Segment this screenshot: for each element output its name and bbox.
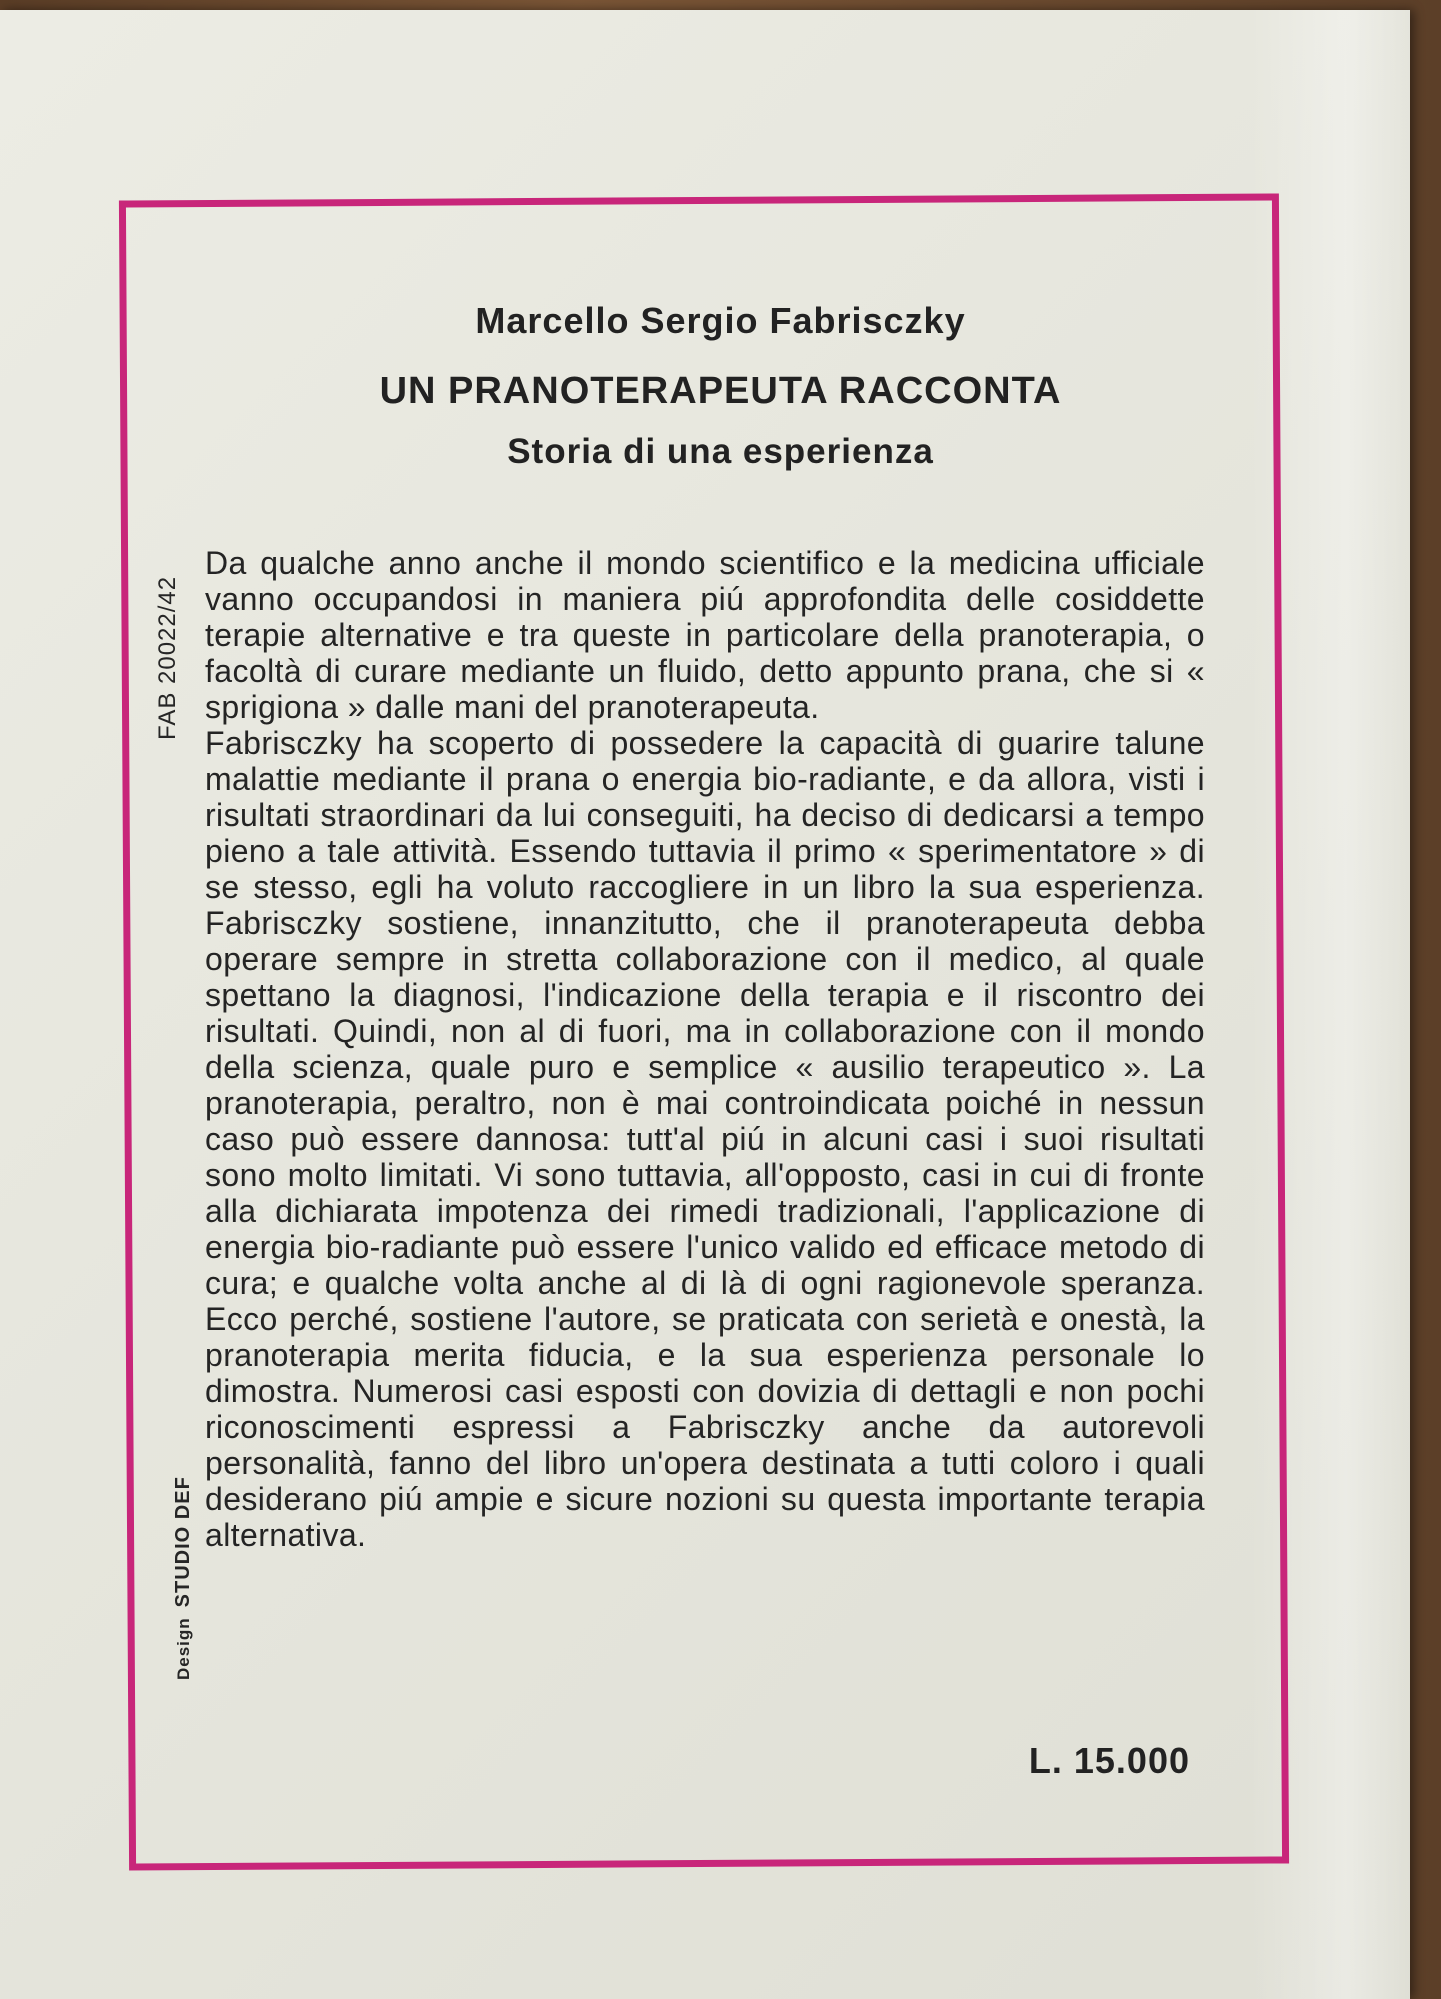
book-title: UN PRANOTERAPEUTA RACCONTA [379, 370, 1062, 412]
design-label: Design [174, 1617, 193, 1680]
design-credit [172, 1476, 195, 1680]
price-label: L. 15.000 [1028, 1740, 1190, 1781]
author-name: Marcello Sergio Fabrisczky [475, 300, 966, 341]
design-studio: STUDIO DEF [172, 1476, 194, 1608]
blurb-text: Da qualche anno anche il mondo scientifico e la medicina ufficiale vanno occupandosi in maniera piú approfondita delle cosiddette terapie alternative e tra queste in particolare della pranoterapia, o facoltà di curare mediante un fluido, detto appunto prana, che si « sprigiona » dalle mani del pranoterapeuta. Fabrisczky ha scoperto di possedere la capacità di guarire talune malattie mediante il prana o energia bio-radiante, e da allora, visti i risultati straordinari da lui conseguiti, ha deciso di dedicarsi a tempo pieno a tale attività. Essendo tuttavia il primo « sperimentatore » di se stesso, egli ha voluto raccogliere in un libro la sua esperienza. Fabrisczky sostiene, innanzitutto, che il pranoterapeuta debba operare sempre in stretta collaborazione con il medico, al quale spettano la diagnosi, l'indicazione della terapia e il riscontro dei risultati. Quindi, non al di fuori, ma in collaborazione con il mondo della scienza, quale puro e semplice « ausilio terapeutico ». La pranoterapia, peraltro, non è mai controindicata poiché in nessun caso può essere dannosa: tutt'al piú in alcuni casi i suoi risultati sono molto limitati. Vi sono tuttavia, all'opposto, casi in cui di fronte alla dichiarata impotenza dei rimedi tradizionali, l'applicazione di energia bio-radiante può essere l'unico valido ed efficace metodo di cura; e qualche volta anche al di là di ogni ragionevole speranza. Ecco perché, sostiene l'autore, se praticata con serietà e onestà, la pranoterapia merita fiducia, e la sua esperienza personale lo dimostra. Numerosi casi esposti con dovizia di dettagli e non pochi riconoscimenti espressi a Fabrisczky anche da autorevoli personalità, fanno del libro un'opera destinata a tutti coloro i quali desiderano piú ampie e sicure nozioni su questa importante terapia alternativa. [205, 545, 1205, 1553]
book-subtitle: Storia di una esperienza [507, 432, 934, 471]
catalog-code: FAB 20022/42 [154, 575, 181, 740]
